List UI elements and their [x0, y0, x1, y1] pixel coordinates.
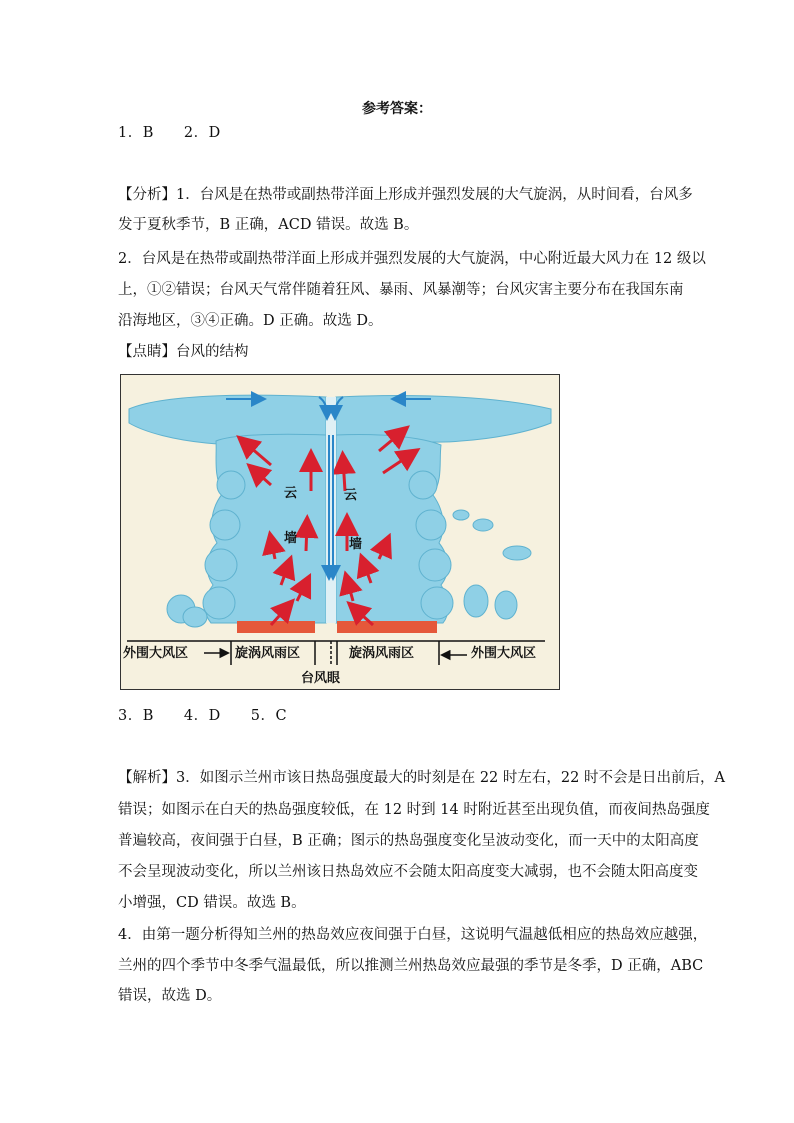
text-line: 兰州的四个季节中冬季气温最低，所以推测兰州热岛效应最强的季节是冬季，D 正确，ABC — [118, 958, 704, 974]
text-line: 普遍较高，夜间强于白昼，B 正确；图示的热岛强度变化呈波动变化，而一天中的太阳高度 — [118, 833, 699, 849]
text-line: 2．台风是在热带或副热带洋面上形成并强烈发展的大气旋涡，中心附近最大风力在 12 级以 — [118, 251, 706, 267]
label-vortex-right: 旋涡风雨区 — [349, 645, 415, 660]
label-eye: 台风眼 — [301, 670, 341, 685]
text-line: 错误，故选 D。 — [118, 988, 222, 1004]
text-line: 上，①②错误；台风天气常伴随着狂风、暴雨、风暴潮等；台风灾害主要分布在我国东南 — [118, 282, 684, 298]
vortex-base-right — [337, 621, 437, 633]
label-cloud-right: 云 — [344, 487, 358, 502]
label-wall-left: 墙 — [284, 530, 298, 545]
text-line: 错误；如图示在白天的热岛强度较低，在 12 时到 14 时附近甚至出现负值，而夜间热岛强度 — [118, 802, 710, 818]
text-line: 沿海地区，③④正确。D 正确。故选 D。 — [118, 313, 383, 329]
typhoon-eye-channel — [326, 397, 336, 623]
text-line: 【解析】3．如图示兰州市该日热岛强度最大的时刻是在 22 时左右，22 时不会是日出前后，A — [118, 770, 725, 786]
text-line: 4．由第一题分析得知兰州的热岛效应夜间强于白昼，这说明气温越低相应的热岛效应越强， — [118, 927, 708, 943]
answer-line-1: 1．B 2．D — [118, 125, 221, 141]
text-line: 【点睛】台风的结构 — [118, 344, 249, 360]
label-cloud-left: 云 — [284, 485, 298, 500]
typhoon-structure-diagram — [120, 374, 560, 690]
page-title: 参考答案： — [362, 101, 432, 117]
label-vortex-left: 旋涡风雨区 — [235, 645, 301, 660]
text-line: 发于夏秋季节，B 正确，ACD 错误。故选 B。 — [118, 217, 419, 233]
text-line: 不会呈现波动变化，所以兰州该日热岛效应不会随太阳高度变大减弱，也不会随太阳高度变 — [118, 864, 698, 880]
vortex-base-left — [237, 621, 315, 633]
text-line: 【分析】1．台风是在热带或副热带洋面上形成并强烈发展的大气旋涡，从时间看，台风多 — [118, 187, 693, 203]
answer-line-2: 3．B 4．D 5．C — [118, 708, 288, 724]
label-wall-right: 墙 — [349, 536, 363, 551]
label-outer-right: 外围大风区 — [471, 645, 537, 660]
text-line: 小增强，CD 错误。故选 B。 — [118, 895, 306, 911]
label-outer-left: 外围大风区 — [123, 645, 189, 660]
